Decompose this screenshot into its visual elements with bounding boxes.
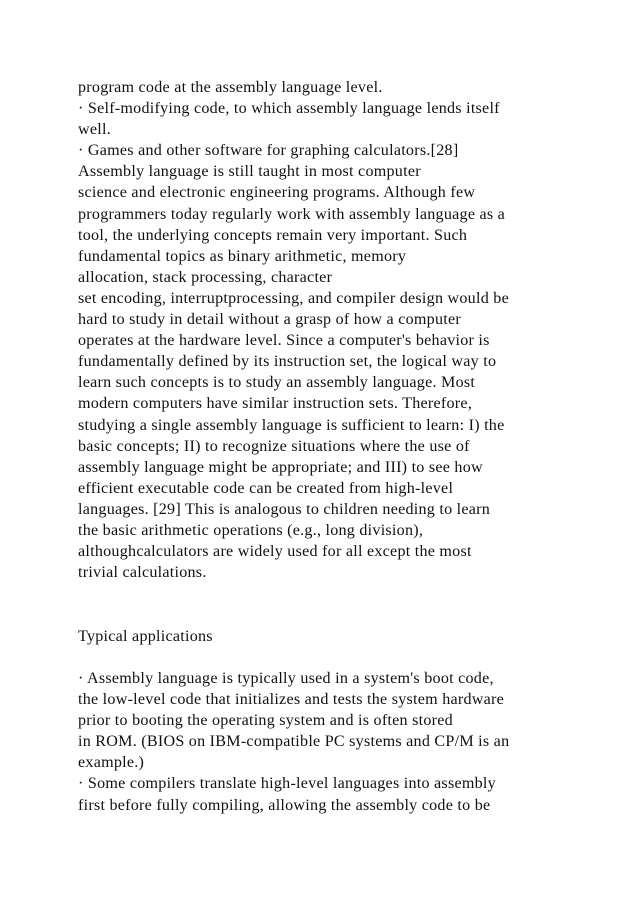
text-line: learn such concepts is to study an assembly language. Most — [78, 374, 476, 392]
text-line: trivial calculations. — [78, 564, 207, 582]
text-line: · Games and other software for graphing calculators.[28] — [78, 142, 459, 160]
text-line: fundamental topics as binary arithmetic, memory — [78, 247, 407, 265]
text-line: efficient executable code can be created from high-level — [78, 479, 454, 497]
text-line: basic concepts; II) to recognize situations where the use of — [78, 437, 470, 455]
text-line: modern computers have similar instruction sets. Therefore, — [78, 395, 473, 413]
text-line: assembly language might be appropriate; and III) to see how — [78, 458, 483, 476]
text-line: science and electronic engineering programs. Although few — [78, 184, 476, 202]
text-line: the basic arithmetic operations (e.g., long division), — [78, 521, 424, 539]
text-line: operates at the hardware level. Since a computer's behavior is — [78, 332, 490, 350]
text-line: · Some compilers translate high-level languages into assembly — [78, 775, 496, 793]
heading-text: Typical applications — [78, 628, 213, 645]
text-line: first before fully compiling, allowing the assembly code to be — [78, 796, 491, 814]
applications-text-block — [78, 668, 578, 816]
text-line: althoughcalculators are widely used for all except the most — [78, 543, 472, 561]
text-line: tool, the underlying concepts remain very important. Such — [78, 226, 468, 244]
text-line: studying a single assembly language is sufficient to learn: I) the — [78, 416, 505, 434]
text-line: in ROM. (BIOS on IBM-compatible PC systems and CP/M is an — [78, 733, 510, 751]
section-heading — [78, 626, 578, 647]
text-line: · Assembly language is typically used in a system's boot code, — [78, 670, 494, 687]
text-line: programmers today regularly work with assembly language as a — [78, 205, 506, 223]
text-line: program code at the assembly language level. — [78, 79, 383, 96]
body-text-block — [78, 77, 578, 583]
text-line: prior to booting the operating system and is often stored — [78, 712, 453, 730]
text-line: Assembly language is still taught in most computer — [78, 163, 421, 181]
text-line: languages. [29] This is analogous to children needing to learn — [78, 500, 491, 518]
text-line: the low-level code that initializes and tests the system hardware — [78, 691, 505, 709]
text-line: allocation, stack processing, character — [78, 268, 333, 286]
text-line: · Self-modifying code, to which assembly language lends itself — [78, 100, 500, 118]
text-line: hard to study in detail without a grasp of how a computer — [78, 311, 461, 329]
text-line: well. — [78, 121, 111, 139]
text-line: fundamentally defined by its instruction set, the logical way to — [78, 353, 497, 371]
text-line: set encoding, interruptprocessing, and compiler design would be — [78, 289, 509, 307]
text-line: example.) — [78, 754, 145, 772]
